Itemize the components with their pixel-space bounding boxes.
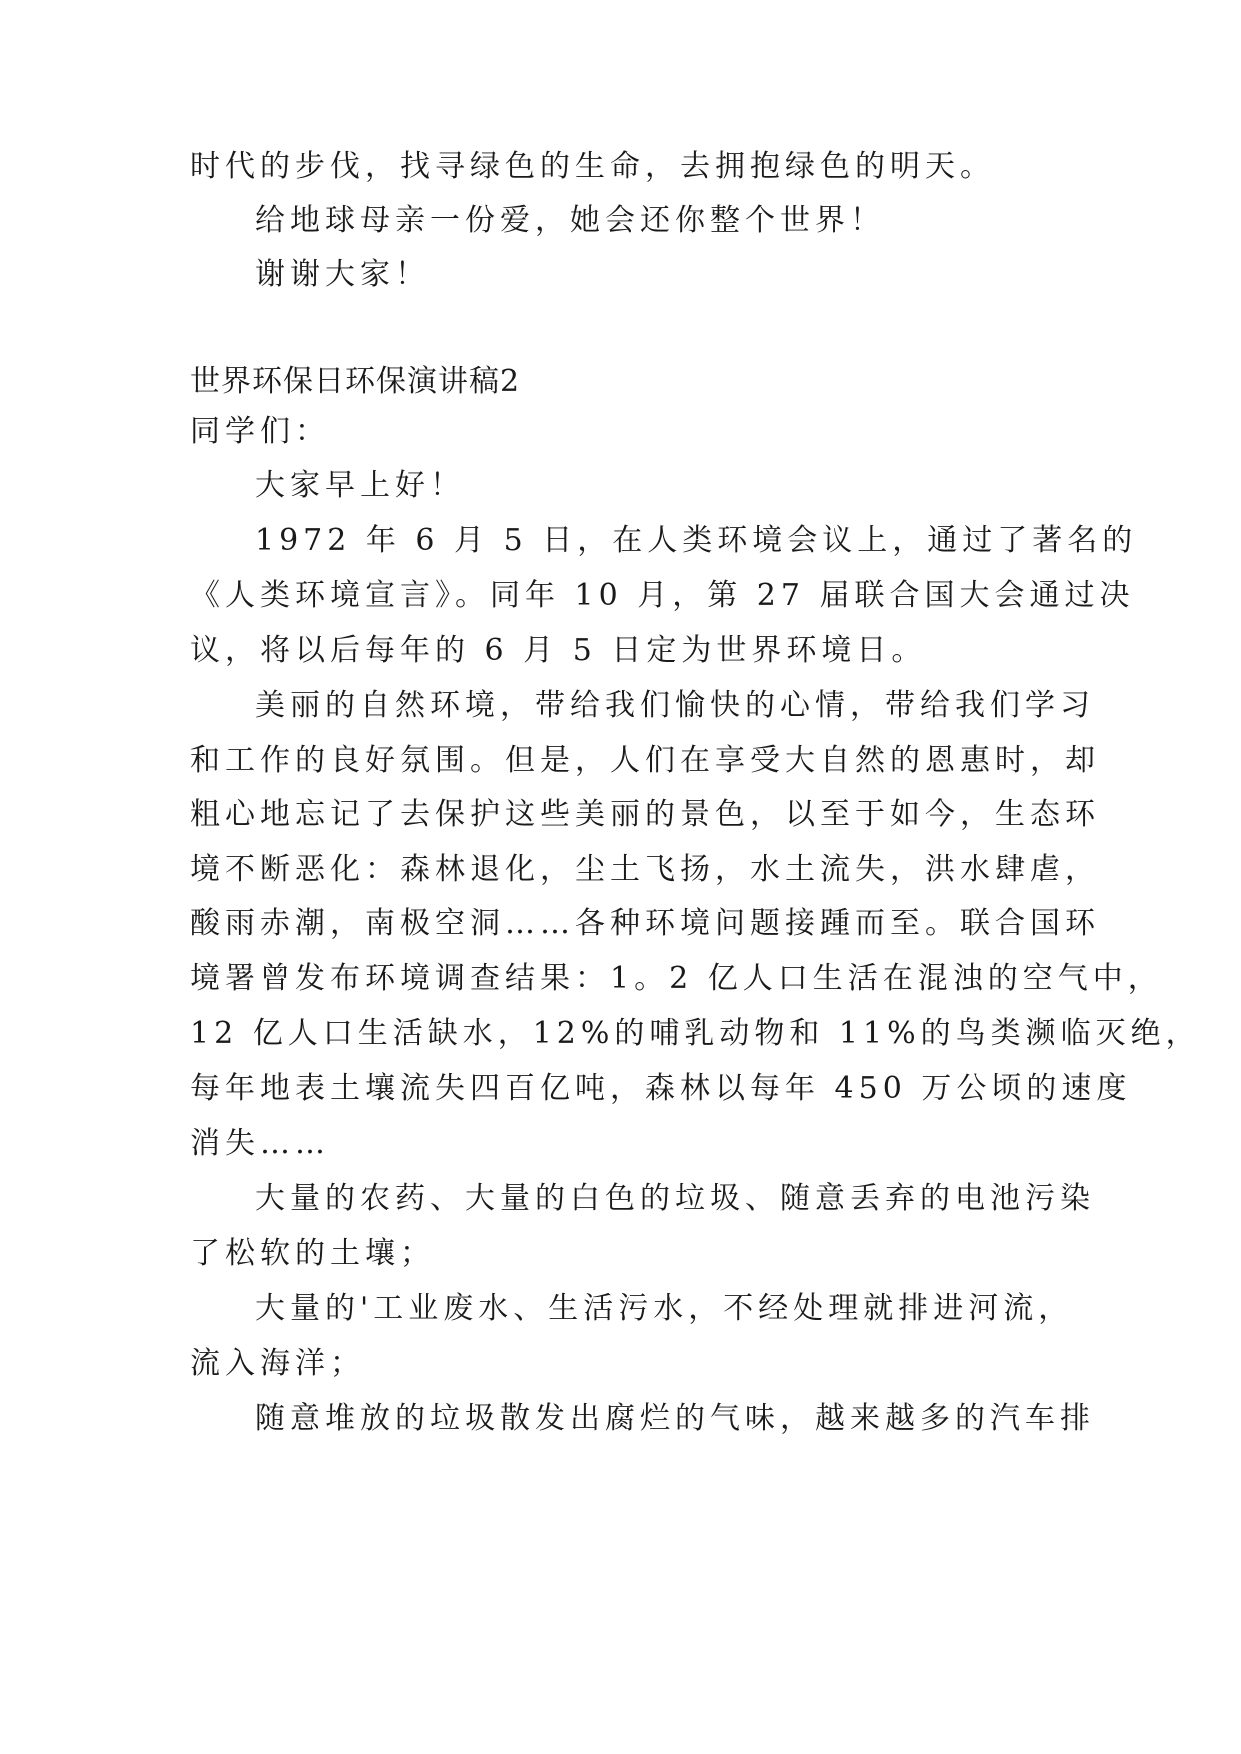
body-text-line: 《人类环境宣言》。同年 10 月，第 27 届联合国大会通过决 [190,578,1135,613]
body-text-line: 粗心地忘记了去保护这些美丽的景色，以至于如今，生态环 [190,797,1100,832]
body-text-line: 大量的'工业废水、生活污水，不经处理就排进河流， [255,1291,1074,1326]
body-text-line: 给地球母亲一份爱，她会还你整个世界！ [255,203,885,238]
body-text-line: 境不断恶化：森林退化，尘土飞扬，水土流失，洪水肆虐， [190,852,1100,887]
body-text-line: 了松软的土壤； [190,1236,435,1271]
body-text-line: 美丽的自然环境，带给我们愉快的心情，带给我们学习 [255,688,1095,723]
body-text-line: 酸雨赤潮，南极空洞……各种环境问题接踵而至。联合国环 [190,906,1100,941]
body-text-line: 每年地表土壤流失四百亿吨，森林以每年 450 万公顷的速度 [190,1071,1132,1106]
salutation: 同学们： [190,414,330,449]
body-text-line: 流入海洋； [190,1346,365,1381]
greeting-line: 大家早上好！ [255,468,465,503]
body-text-line: 随意堆放的垃圾散发出腐烂的气味，越来越多的汽车排 [255,1401,1095,1436]
body-text-line: 谢谢大家！ [255,257,430,292]
body-text-line: 消失…… [190,1126,330,1161]
body-text-line: 1972 年 6 月 5 日，在人类环境会议上，通过了著名的 [255,523,1138,558]
body-text-line: 12 亿人口生活缺水，12%的哺乳动物和 11%的鸟类濒临灭绝， [190,1016,1201,1051]
body-text-line: 议，将以后每年的 6 月 5 日定为世界环境日。 [190,633,927,668]
section-title: 世界环保日环保演讲稿2 [190,364,521,399]
body-text-line: 和工作的良好氛围。但是，人们在享受大自然的恩惠时，却 [190,743,1100,778]
body-text-line: 大量的农药、大量的白色的垃圾、随意丢弃的电池污染 [255,1181,1095,1216]
body-text-line: 时代的步伐，找寻绿色的生命，去拥抱绿色的明天。 [190,149,995,184]
body-text-line: 境署曾发布环境调查结果：1。2 亿人口生活在混浊的空气中， [190,961,1163,996]
